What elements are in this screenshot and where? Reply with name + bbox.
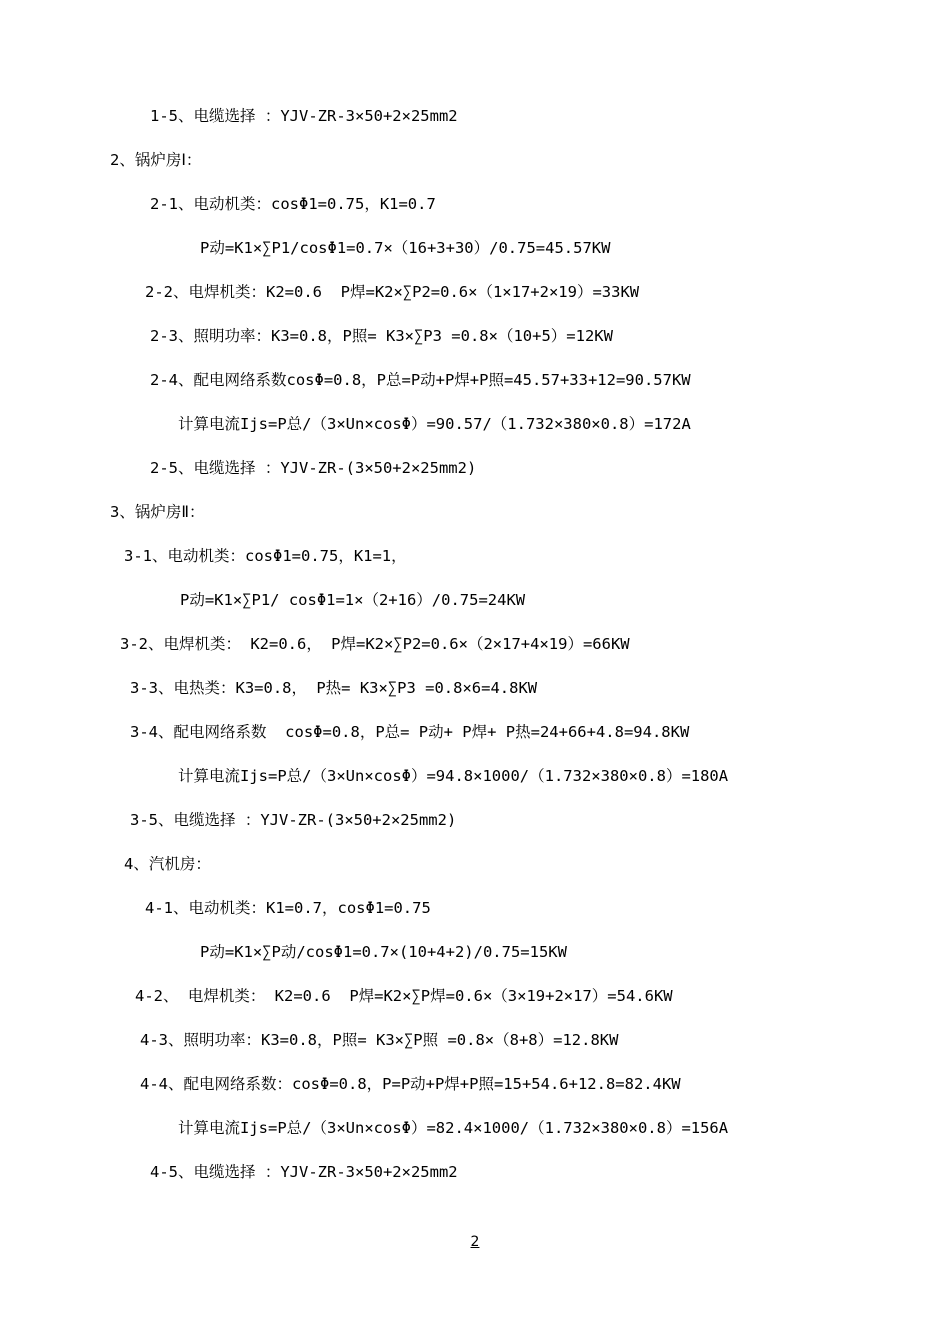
formula-line-4-1: P动=K1×∑P动/cosΦ1=0.7×(10+4+2)/0.75=15KW bbox=[200, 943, 567, 961]
text-line-2-1: 2-1、电动机类：cosΦ1=0.75，K1=0.7 bbox=[150, 195, 436, 213]
section-heading-4: 4、汽机房： bbox=[124, 855, 211, 873]
text-line-1-5: 1-5、电缆选择 ：YJV-ZR-3×50+2×25mm2 bbox=[150, 107, 458, 125]
formula-line-3-4: 计算电流Ijs=P总/（3×Un×cosΦ）=94.8×1000/（1.732×380×0.8）=180A bbox=[178, 767, 729, 785]
formula-line-3-1: P动=K1×∑P1/ cosΦ1=1×（2+16）/0.75=24KW bbox=[180, 591, 526, 609]
text-line-2-4: 2-4、配电网络系数cosΦ=0.8，P总=P动+P焊+P照=45.57+33+12=90.57KW bbox=[150, 371, 691, 389]
text-line-3-2: 3-2、电焊机类： K2=0.6， P焊=K2×∑P2=0.6×（2×17+4×19）=66KW bbox=[120, 635, 630, 653]
text-line-2-3: 2-3、照明功率：K3=0.8，P照= K3×∑P3 =0.8×（10+5）=12KW bbox=[150, 327, 613, 345]
formula-line-2-4: 计算电流Ijs=P总/（3×Un×cosΦ）=90.57/（1.732×380×0.8）=172A bbox=[178, 415, 691, 433]
text-line-4-3: 4-3、照明功率：K3=0.8，P照= K3×∑P照 =0.8×（8+8）=12.8KW bbox=[140, 1031, 619, 1049]
text-line-4-2: 4-2、 电焊机类： K2=0.6 P焊=K2×∑P焊=0.6×（3×19+2×17）=54.6KW bbox=[135, 987, 673, 1005]
text-line-2-2: 2-2、电焊机类：K2=0.6 P焊=K2×∑P2=0.6×（1×17+2×19）=33KW bbox=[145, 283, 640, 301]
formula-line-4-4: 计算电流Ijs=P总/（3×Un×cosΦ）=82.4×1000/（1.732×380×0.8）=156A bbox=[178, 1119, 729, 1137]
text-line-4-4: 4-4、配电网络系数：cosΦ=0.8，P=P动+P焊+P照=15+54.6+12.8=82.4KW bbox=[140, 1075, 681, 1093]
text-line-4-1: 4-1、电动机类：K1=0.7，cosΦ1=0.75 bbox=[145, 899, 431, 917]
section-heading-3: 3、锅炉房Ⅱ： bbox=[110, 503, 205, 521]
text-line-3-4: 3-4、配电网络系数 cosΦ=0.8，P总= P动+ P焊+ P热=24+66+4.8=94.8KW bbox=[130, 723, 690, 741]
section-heading-2: 2、锅炉房Ⅰ： bbox=[110, 151, 202, 169]
page-number: 2 bbox=[470, 1234, 480, 1250]
text-line-3-3: 3-3、电热类：K3=0.8， P热= K3×∑P3 =0.8×6=4.8KW bbox=[130, 679, 538, 697]
text-line-2-5: 2-5、电缆选择 ：YJV-ZR-(3×50+2×25mm2) bbox=[150, 459, 477, 477]
text-line-3-5: 3-5、电缆选择 ：YJV-ZR-(3×50+2×25mm2) bbox=[130, 811, 457, 829]
text-line-3-1: 3-1、电动机类：cosΦ1=0.75，K1=1， bbox=[124, 547, 407, 565]
formula-line-2-1: P动=K1×∑P1/cosΦ1=0.7×（16+3+30）/0.75=45.57KW bbox=[200, 239, 611, 257]
text-line-4-5: 4-5、电缆选择 ：YJV-ZR-3×50+2×25mm2 bbox=[150, 1163, 458, 1181]
